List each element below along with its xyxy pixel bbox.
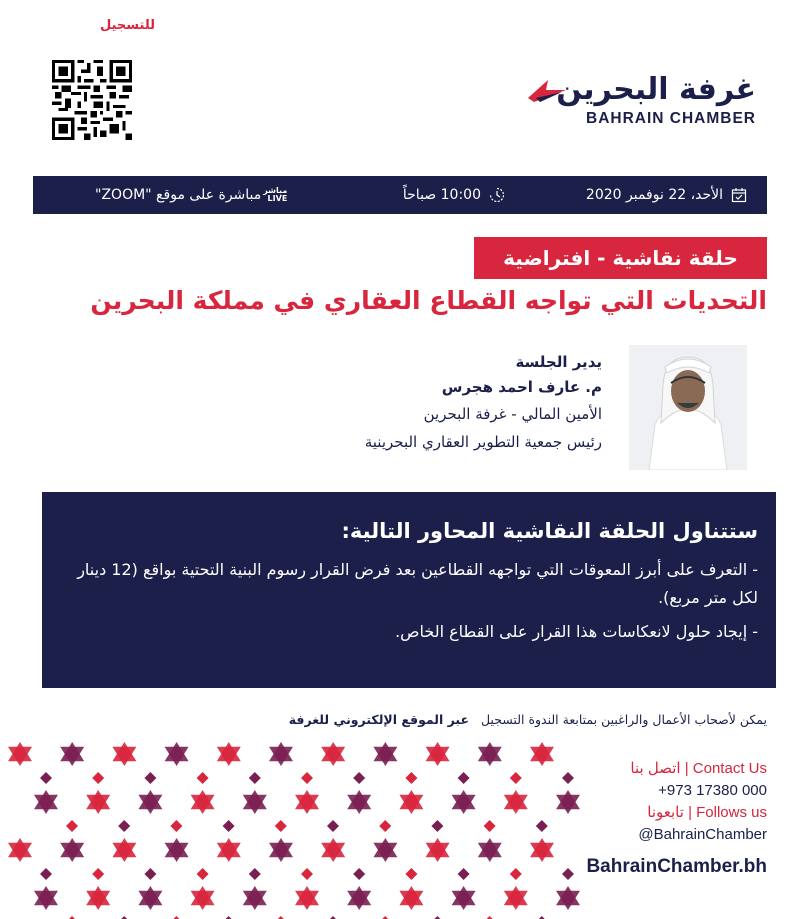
pattern-star <box>399 790 423 814</box>
pattern-star <box>243 790 267 814</box>
event-info-bar <box>33 176 767 214</box>
pattern-diamond <box>197 772 209 784</box>
pattern-star <box>295 886 319 910</box>
pattern-star <box>321 742 345 766</box>
pattern-star <box>112 838 136 862</box>
pattern-diamond <box>458 868 470 880</box>
live-icon: مباشر LIVE <box>263 186 288 203</box>
pattern-diamond <box>405 868 417 880</box>
moderator-name: م. عارف احمد هجرس <box>441 378 602 396</box>
pattern-star <box>373 742 397 766</box>
registration-note-link[interactable]: عبر الموقع الإلكتروني للغرفة <box>288 712 470 727</box>
pattern-star <box>8 838 32 862</box>
pattern-star <box>165 838 189 862</box>
clock-icon <box>489 187 505 203</box>
contact-block <box>567 758 767 882</box>
pattern-diamond <box>379 820 391 832</box>
moderator-role-2: رئيس جمعية التطوير العقاري البحرينية <box>364 433 602 451</box>
pattern-diamond <box>118 820 130 832</box>
pattern-star <box>191 790 215 814</box>
event-platform-text: مباشرة على موقع "ZOOM" <box>95 187 262 203</box>
topics-heading: ستتناول الحلقة النقاشية المحاور التالية: <box>341 519 758 543</box>
moderator-photo <box>629 345 747 470</box>
follow-us-label: تابعونا | Follows us <box>647 804 767 821</box>
pattern-star <box>60 742 84 766</box>
pattern-diamond <box>405 772 417 784</box>
pattern-diamond <box>66 820 78 832</box>
pattern-star <box>504 886 528 910</box>
pattern-star <box>86 790 110 814</box>
pattern-star <box>347 886 371 910</box>
pattern-star <box>217 742 241 766</box>
pattern-diamond <box>353 868 365 880</box>
pattern-diamond <box>249 772 261 784</box>
pattern-star <box>8 742 32 766</box>
pattern-star <box>295 790 319 814</box>
pattern-star <box>243 886 267 910</box>
logo-arabic-text: غرفة البحرين <box>556 72 756 107</box>
topic-item: - التعرف على أبرز المعوقات التي تواجهه القطاعين بعد فرض القرار رسوم البنية التحتية بواقع (12 دينار لكل متر مربع). <box>77 560 758 607</box>
pattern-star <box>478 838 502 862</box>
pattern-diamond <box>510 772 522 784</box>
pattern-diamond <box>92 868 104 880</box>
bahrain-chamber-logo <box>526 72 756 134</box>
decorative-pattern <box>0 742 588 919</box>
pattern-star <box>86 886 110 910</box>
pattern-diamond <box>510 868 522 880</box>
pattern-diamond <box>275 820 287 832</box>
pattern-star <box>217 838 241 862</box>
moderator-info <box>242 350 602 456</box>
registration-note-text: يمكن لأصحاب الأعمال والراغبين بمتابعة الندوة التسجيل <box>480 712 767 727</box>
topics-box <box>42 492 776 688</box>
website-link[interactable]: BahrainChamber.bh <box>586 856 767 877</box>
pattern-diamond <box>92 772 104 784</box>
event-date <box>586 176 747 214</box>
qr-code[interactable] <box>52 60 132 140</box>
pattern-diamond <box>40 772 52 784</box>
pattern-star <box>321 838 345 862</box>
pattern-star <box>452 886 476 910</box>
pattern-diamond <box>144 772 156 784</box>
pattern-star <box>399 886 423 910</box>
pattern-diamond <box>484 820 496 832</box>
pattern-star <box>530 742 554 766</box>
pattern-diamond <box>197 868 209 880</box>
pattern-star <box>34 790 58 814</box>
pattern-star <box>452 790 476 814</box>
phone-number[interactable]: +973 17380 000 <box>658 782 767 799</box>
event-type-tag: حلقة نقاشية - افتراضية <box>474 237 767 279</box>
pattern-diamond <box>144 868 156 880</box>
pattern-star <box>426 838 450 862</box>
pattern-diamond <box>223 820 235 832</box>
pattern-diamond <box>536 820 548 832</box>
pattern-diamond <box>301 772 313 784</box>
logo-english-text: BAHRAIN CHAMBER <box>586 110 756 127</box>
pattern-star <box>60 838 84 862</box>
pattern-star <box>556 886 580 910</box>
pattern-star <box>269 742 293 766</box>
pattern-diamond <box>249 868 261 880</box>
pattern-diamond <box>40 868 52 880</box>
moderator-heading: يدير الجلسة <box>515 353 602 371</box>
pattern-star <box>426 742 450 766</box>
pattern-star <box>504 790 528 814</box>
pattern-star <box>34 886 58 910</box>
pattern-diamond <box>170 820 182 832</box>
pattern-diamond <box>301 868 313 880</box>
social-handle[interactable]: @BahrainChamber <box>638 826 767 843</box>
calendar-icon <box>731 187 747 203</box>
pattern-star <box>478 742 502 766</box>
contact-us-label: اتصل بنا | Contact Us <box>630 760 767 777</box>
event-title: التحديات التي تواجه القطاع العقاري في مملكة البحرين <box>90 286 767 315</box>
event-date-text: الأحد، 22 نوفمبر 2020 <box>585 187 723 203</box>
pattern-star <box>269 838 293 862</box>
moderator-role-1: الأمين المالي - غرفة البحرين <box>423 405 602 423</box>
registration-note <box>47 712 767 727</box>
pattern-star <box>347 790 371 814</box>
pattern-star <box>373 838 397 862</box>
pattern-diamond <box>458 772 470 784</box>
pattern-star <box>530 838 554 862</box>
pattern-diamond <box>353 772 365 784</box>
pattern-star <box>165 742 189 766</box>
pattern-star <box>112 742 136 766</box>
pattern-diamond <box>327 820 339 832</box>
pattern-star <box>138 790 162 814</box>
register-label: للتسجيل <box>100 18 156 33</box>
pattern-star <box>138 886 162 910</box>
pattern-diamond <box>431 820 443 832</box>
topic-item: - إيجاد حلول لانعكاسات هذا القرار على القطاع الخاص. <box>395 622 758 641</box>
event-platform <box>95 176 287 214</box>
event-time-text: 10:00 صباحاً <box>402 187 481 203</box>
event-time <box>403 176 505 214</box>
pattern-star <box>191 886 215 910</box>
